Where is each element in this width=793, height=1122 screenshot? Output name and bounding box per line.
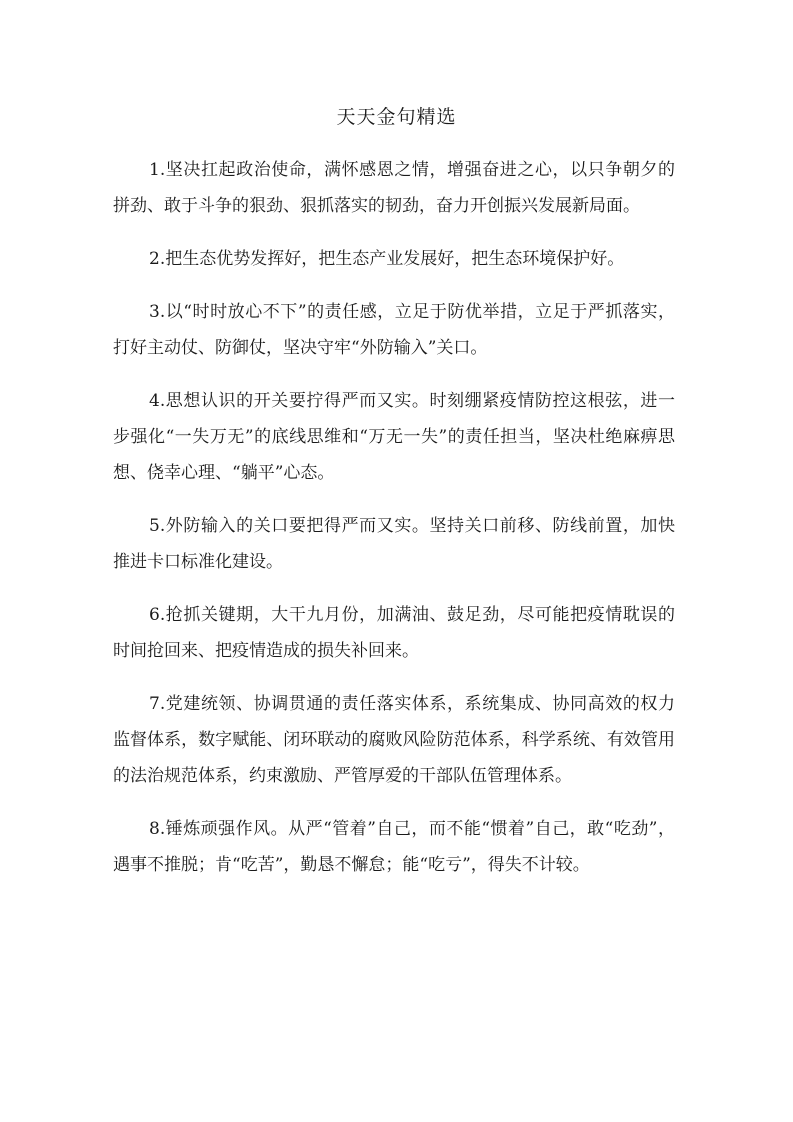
paragraph-2: 2.把生态优势发挥好，把生态产业发展好，把生态环境保护好。: [149, 249, 625, 269]
document-title: 天天金句精选: [336, 106, 457, 128]
paragraph-6: 6.抢抓关键期，大干九月份，加满油、鼓足劲，尽可能把疫情耽误的时间抢回来、把疫情造成的损失补回来。: [113, 605, 675, 661]
paragraph-3: 3.以“时时放心不下”的责任感，立足于防优举措，立足于严抓落实，打好主动仗、防御仗，坚决守牢“外防输入”关口。: [113, 302, 675, 358]
paragraph-8: 8.锤炼顽强作风。从严“管着”自己，而不能“惯着”自己，敢“吃劲”，遇事不推脱；肯“吃苦”，勤恳不懈怠；能“吃亏”，得失不计较。: [113, 819, 675, 875]
paragraph-1: 1.坚决扛起政治使命，满怀感恩之情，增强奋进之心，以只争朝夕的拼劲、敢于斗争的狠劲、狠抓落实的韧劲，奋力开创振兴发展新局面。: [113, 160, 675, 216]
paragraph-7: 7.党建统领、协调贯通的责任落实体系，系统集成、协同高效的权力监督体系，数字赋能、闭环联动的腐败风险防范体系，科学系统、有效管用的法治规范体系，约束激励、严管厚爱的干部队伍管理体系。: [113, 694, 675, 786]
document-body: [113, 152, 675, 900]
paragraph-5: 5.外防输入的关口要把得严而又实。坚持关口前移、防线前置，加快推进卡口标准化建设。: [113, 516, 675, 572]
paragraph-4: 4.思想认识的开关要拧得严而又实。时刻绷紧疫情防控这根弦，进一步强化“一失万无”的底线思维和“万无一失”的责任担当，坚决杜绝麻痹思想、侥幸心理、“躺平”心态。: [113, 391, 675, 483]
